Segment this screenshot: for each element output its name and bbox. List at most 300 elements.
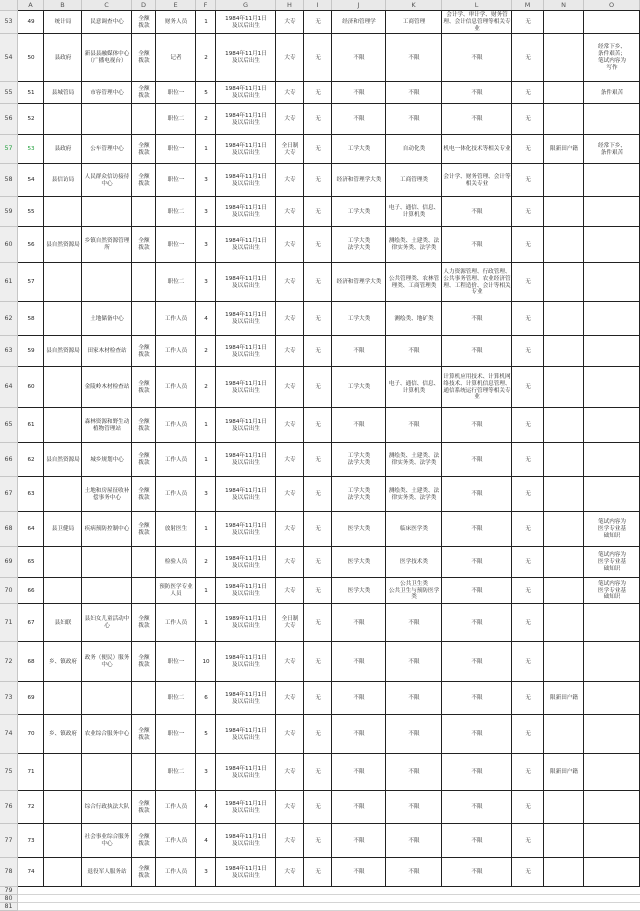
- table-cell-h[interactable]: 大专: [284, 422, 296, 428]
- table-cell-i[interactable]: 无: [315, 279, 321, 285]
- table-cell-m[interactable]: 无: [525, 116, 531, 122]
- table-cell-m[interactable]: 无: [525, 54, 531, 61]
- row-number[interactable]: 79: [0, 887, 18, 895]
- table-cell-o[interactable]: [584, 164, 640, 197]
- table-cell-b[interactable]: [44, 754, 82, 791]
- row-number[interactable]: 56: [0, 104, 18, 135]
- table-cell-c[interactable]: 县妇女儿童活动中心: [84, 616, 130, 629]
- column-header-B[interactable]: B: [44, 0, 82, 11]
- table-cell-e[interactable]: 工作人员: [164, 315, 188, 322]
- table-cell-n[interactable]: [544, 791, 584, 824]
- table-cell-e[interactable]: 预防医学专业人员: [159, 584, 193, 597]
- table-cell-b[interactable]: 县自然资源局: [46, 348, 80, 354]
- table-cell-d[interactable]: 全额 拨款: [138, 238, 150, 251]
- table-cell-a[interactable]: 53: [27, 146, 35, 152]
- table-cell-m[interactable]: 无: [525, 837, 531, 844]
- table-cell-d[interactable]: 全额 拨款: [138, 655, 150, 668]
- table-cell-j[interactable]: 不限: [353, 116, 365, 122]
- table-cell-f[interactable]: 3: [204, 869, 208, 875]
- table-cell-i[interactable]: 无: [315, 587, 321, 594]
- row-number[interactable]: 62: [0, 302, 18, 336]
- row-number[interactable]: 71: [0, 604, 18, 642]
- table-cell-l[interactable]: 不限: [471, 54, 483, 61]
- table-cell-h[interactable]: 大专: [284, 804, 296, 810]
- table-cell-h[interactable]: 大专: [284, 731, 296, 737]
- table-cell-j[interactable]: 不限: [353, 837, 365, 844]
- table-cell-m[interactable]: 无: [525, 422, 531, 428]
- column-header-corner[interactable]: [0, 0, 18, 11]
- table-cell-k[interactable]: 不限: [408, 769, 420, 775]
- table-cell-m[interactable]: 无: [525, 559, 531, 565]
- table-cell-e[interactable]: 职位一: [167, 89, 185, 96]
- table-cell-d[interactable]: [132, 197, 156, 227]
- table-cell-i[interactable]: 无: [315, 54, 321, 61]
- table-cell-l[interactable]: 不限: [471, 619, 483, 626]
- table-cell-k[interactable]: 不限: [408, 837, 420, 844]
- table-cell-c[interactable]: 土地和房屋征收补偿事务中心: [84, 487, 130, 501]
- table-cell-k[interactable]: 不限: [408, 116, 420, 122]
- table-cell-m[interactable]: 无: [525, 804, 531, 810]
- table-cell-b[interactable]: 县自然资源局: [46, 456, 80, 463]
- table-cell-g[interactable]: 1984年11月1日 及以后出生: [225, 86, 267, 99]
- table-cell-j[interactable]: 不限: [353, 348, 365, 354]
- column-header-N[interactable]: N: [544, 0, 584, 11]
- table-cell-m[interactable]: 无: [525, 89, 531, 96]
- table-cell-f[interactable]: 1: [204, 456, 208, 463]
- table-cell-e[interactable]: 职位一: [167, 146, 185, 152]
- table-cell-j[interactable]: 不限: [353, 422, 365, 428]
- table-cell-m[interactable]: 无: [525, 869, 531, 875]
- table-cell-d[interactable]: 全额 拨款: [138, 51, 150, 64]
- table-cell-f[interactable]: 10: [202, 658, 210, 665]
- table-cell-c[interactable]: [82, 197, 132, 227]
- table-cell-l[interactable]: 不限: [471, 695, 483, 701]
- table-cell-o[interactable]: [584, 477, 640, 512]
- table-cell-f[interactable]: 3: [204, 491, 208, 497]
- table-cell-d[interactable]: 全额 拨款: [138, 173, 150, 187]
- row-number[interactable]: 59: [0, 197, 18, 227]
- table-cell-l[interactable]: 不限: [471, 658, 483, 665]
- table-cell-o[interactable]: 笔试内容为 医学专业基 础知识: [598, 552, 626, 572]
- row-number[interactable]: 64: [0, 367, 18, 408]
- table-cell-k[interactable]: 不限: [408, 348, 420, 354]
- table-cell-a[interactable]: 52: [27, 116, 35, 122]
- table-cell-m[interactable]: 无: [525, 348, 531, 354]
- table-cell-j[interactable]: 工学大类: [347, 315, 371, 322]
- row-number[interactable]: 67: [0, 477, 18, 512]
- table-cell-g[interactable]: 1984年11月1日 及以后出生: [225, 727, 267, 741]
- table-cell-a[interactable]: 59: [27, 348, 35, 354]
- table-cell-n[interactable]: [544, 547, 584, 578]
- table-cell-b[interactable]: [44, 547, 82, 578]
- table-cell-f[interactable]: 4: [204, 804, 208, 810]
- column-header-O[interactable]: O: [584, 0, 640, 11]
- table-cell-c[interactable]: 金陵岭木材检查站: [84, 384, 130, 390]
- table-cell-h[interactable]: 大专: [284, 869, 296, 875]
- table-cell-g[interactable]: 1984年11月1日 及以后出生: [225, 112, 267, 126]
- row-number[interactable]: 54: [0, 34, 18, 82]
- table-cell-n[interactable]: [544, 197, 584, 227]
- table-cell-c[interactable]: [82, 263, 132, 302]
- table-cell-g[interactable]: 1984年11月1日 及以后出生: [225, 51, 267, 64]
- table-cell-o[interactable]: [584, 858, 640, 887]
- table-cell-h[interactable]: 大专: [284, 19, 296, 25]
- table-cell-i[interactable]: 无: [315, 695, 321, 701]
- table-cell-l[interactable]: 不限: [471, 241, 483, 248]
- row-number[interactable]: 74: [0, 715, 18, 754]
- table-cell-c[interactable]: 民意调查中心: [90, 19, 124, 25]
- table-cell-o[interactable]: [584, 104, 640, 135]
- table-cell-o[interactable]: 笔试内容为 医学专业基 础知识: [598, 519, 626, 539]
- table-cell-c[interactable]: 乡镇自然资源管理所: [84, 238, 130, 251]
- table-cell-j[interactable]: 不限: [353, 769, 365, 775]
- table-cell-h[interactable]: 大专: [284, 837, 296, 844]
- table-cell-f[interactable]: 1: [204, 146, 208, 152]
- table-cell-i[interactable]: 无: [315, 177, 321, 183]
- table-cell-k[interactable]: 不限: [408, 869, 420, 875]
- table-cell-e[interactable]: 记者: [170, 54, 182, 61]
- table-cell-n[interactable]: [544, 34, 584, 82]
- table-cell-c[interactable]: 新县县融媒体中心（广播电视台）: [84, 51, 130, 64]
- row-number[interactable]: 78: [0, 858, 18, 887]
- table-cell-l[interactable]: 不限: [471, 491, 483, 497]
- table-cell-g[interactable]: 1984年11月1日 及以后出生: [225, 142, 267, 156]
- table-cell-c[interactable]: 农业综合服务中心: [84, 731, 130, 737]
- column-header-I[interactable]: I: [304, 0, 332, 11]
- column-header-G[interactable]: G: [216, 0, 276, 11]
- row-number[interactable]: 60: [0, 227, 18, 263]
- row-number[interactable]: 72: [0, 642, 18, 682]
- column-header-J[interactable]: J: [332, 0, 386, 11]
- row-number[interactable]: 80: [0, 895, 18, 903]
- table-cell-k[interactable]: 测绘类、土建类、法律实务类、法学类: [388, 238, 440, 251]
- table-cell-o[interactable]: [584, 682, 640, 715]
- table-cell-j[interactable]: 工学大类: [347, 146, 371, 152]
- table-cell-b[interactable]: [44, 824, 82, 858]
- table-cell-b[interactable]: 县自然资源局: [46, 241, 80, 248]
- table-cell-o[interactable]: 经常下乡、 条件艰苦； 笔试内容为 写作: [598, 44, 626, 71]
- table-cell-o[interactable]: [584, 604, 640, 642]
- table-cell-m[interactable]: 无: [525, 241, 531, 248]
- table-cell-d[interactable]: 全额 拨款: [138, 487, 150, 501]
- table-cell-e[interactable]: 财务人员: [164, 19, 188, 25]
- table-cell-f[interactable]: 6: [204, 695, 208, 701]
- table-cell-l[interactable]: 不限: [471, 116, 483, 122]
- table-cell-a[interactable]: 57: [27, 279, 35, 285]
- table-cell-f[interactable]: 3: [204, 208, 208, 215]
- table-cell-i[interactable]: 无: [315, 19, 321, 25]
- column-header-C[interactable]: C: [82, 0, 132, 11]
- table-cell-l[interactable]: 人力资源管理、行政管理、公共事务管理、农业经济管理、工程造价、会计等相关专业: [443, 268, 511, 296]
- table-cell-m[interactable]: 无: [525, 315, 531, 322]
- row-number[interactable]: 69: [0, 547, 18, 578]
- table-cell-h[interactable]: 大专: [284, 241, 296, 248]
- table-cell-a[interactable]: 62: [27, 456, 35, 463]
- table-cell-b[interactable]: 统计局: [54, 19, 72, 25]
- table-cell-h[interactable]: 大专: [284, 559, 296, 565]
- table-cell-j[interactable]: 工学大类 法学大类: [347, 487, 371, 501]
- table-cell-d[interactable]: 全额 拨款: [138, 15, 150, 29]
- table-cell-a[interactable]: 49: [27, 19, 35, 25]
- table-cell-n[interactable]: [544, 715, 584, 754]
- table-cell-i[interactable]: 无: [315, 731, 321, 737]
- table-cell-k[interactable]: 测绘类、土建类、法律实务类、法学类: [388, 487, 440, 501]
- table-cell-g[interactable]: 1984年11月1日 及以后出生: [225, 555, 267, 569]
- table-cell-b[interactable]: 县政府: [54, 146, 72, 152]
- empty-row[interactable]: [18, 895, 640, 903]
- table-cell-o[interactable]: [584, 11, 640, 34]
- table-cell-d[interactable]: 全额 拨款: [138, 453, 150, 466]
- table-cell-i[interactable]: 无: [315, 348, 321, 354]
- table-cell-n[interactable]: [544, 164, 584, 197]
- table-cell-g[interactable]: 1984年11月1日 及以后出生: [225, 453, 267, 466]
- table-cell-j[interactable]: 不限: [353, 731, 365, 737]
- table-cell-m[interactable]: 无: [525, 456, 531, 463]
- table-cell-g[interactable]: 1984年11月1日 及以后出生: [225, 380, 267, 394]
- table-cell-l[interactable]: 不限: [471, 769, 483, 775]
- table-cell-d[interactable]: [132, 302, 156, 336]
- table-cell-j[interactable]: 医学大类: [347, 587, 371, 594]
- table-cell-m[interactable]: 无: [525, 658, 531, 665]
- table-cell-e[interactable]: 职位一: [167, 177, 185, 183]
- table-cell-l[interactable]: 不限: [471, 804, 483, 810]
- table-cell-d[interactable]: 全额 拨款: [138, 142, 150, 156]
- table-cell-l[interactable]: 不限: [471, 526, 483, 532]
- table-cell-e[interactable]: 职位一: [167, 658, 185, 665]
- table-cell-a[interactable]: 66: [27, 587, 35, 594]
- table-cell-o[interactable]: [584, 227, 640, 263]
- table-cell-n[interactable]: [544, 367, 584, 408]
- table-cell-f[interactable]: 2: [204, 559, 208, 565]
- table-cell-o[interactable]: [584, 642, 640, 682]
- table-cell-m[interactable]: 无: [525, 619, 531, 626]
- table-cell-l[interactable]: 不限: [471, 869, 483, 875]
- table-cell-o[interactable]: [584, 408, 640, 443]
- row-number[interactable]: 55: [0, 82, 18, 104]
- table-cell-o[interactable]: [584, 197, 640, 227]
- table-cell-j[interactable]: 经济和管理学大类: [336, 279, 382, 285]
- table-cell-g[interactable]: 1984年11月1日 及以后出生: [225, 834, 267, 847]
- table-cell-k[interactable]: 医学技术类: [400, 559, 428, 565]
- column-header-M[interactable]: M: [512, 0, 544, 11]
- table-cell-d[interactable]: [132, 682, 156, 715]
- table-cell-c[interactable]: 政务（便民）服务中心: [84, 655, 130, 668]
- table-cell-c[interactable]: 社会事业综合服务中心: [84, 834, 130, 847]
- table-cell-l[interactable]: 不限: [471, 422, 483, 428]
- table-cell-l[interactable]: 会计学、审计学、财务管理、会计信息管理等相关专业: [443, 12, 511, 32]
- table-cell-d[interactable]: [132, 754, 156, 791]
- table-cell-j[interactable]: 不限: [353, 658, 365, 665]
- table-cell-b[interactable]: [44, 408, 82, 443]
- table-cell-m[interactable]: 无: [525, 587, 531, 594]
- table-cell-d[interactable]: 全额 拨款: [138, 522, 150, 536]
- table-cell-e[interactable]: 工作人员: [164, 491, 188, 497]
- column-header-F[interactable]: F: [196, 0, 216, 11]
- table-cell-e[interactable]: 工作人员: [164, 422, 188, 428]
- row-number[interactable]: 58: [0, 164, 18, 197]
- table-cell-f[interactable]: 1: [204, 619, 208, 626]
- table-cell-g[interactable]: 1984年11月1日 及以后出生: [225, 865, 267, 879]
- table-cell-l[interactable]: 不限: [471, 731, 483, 737]
- table-cell-k[interactable]: 不限: [408, 54, 420, 61]
- table-cell-j[interactable]: 工学大类: [347, 384, 371, 390]
- table-cell-d[interactable]: 全额 拨款: [138, 727, 150, 741]
- table-cell-c[interactable]: 公车管理中心: [90, 146, 124, 152]
- table-cell-g[interactable]: 1984年11月1日 及以后出生: [225, 584, 267, 597]
- table-cell-n[interactable]: 限新田户籍: [550, 146, 578, 152]
- row-number[interactable]: 77: [0, 824, 18, 858]
- row-number[interactable]: 68: [0, 512, 18, 547]
- table-cell-e[interactable]: 职位二: [167, 695, 185, 701]
- table-cell-j[interactable]: 工学大类 法学大类: [347, 453, 371, 466]
- table-cell-i[interactable]: 无: [315, 526, 321, 532]
- table-cell-a[interactable]: 69: [27, 695, 35, 701]
- table-cell-c[interactable]: [82, 682, 132, 715]
- table-cell-i[interactable]: 无: [315, 456, 321, 463]
- table-cell-f[interactable]: 3: [204, 177, 208, 183]
- table-cell-l[interactable]: 不限: [471, 315, 483, 322]
- table-cell-a[interactable]: 74: [27, 869, 35, 875]
- table-cell-e[interactable]: 职位一: [167, 241, 185, 248]
- table-cell-o[interactable]: [584, 754, 640, 791]
- table-cell-o[interactable]: [584, 715, 640, 754]
- table-cell-d[interactable]: 全额 拨款: [138, 344, 150, 358]
- table-cell-n[interactable]: [544, 512, 584, 547]
- table-cell-a[interactable]: 50: [27, 54, 35, 61]
- table-cell-j[interactable]: 经济和管理学: [342, 19, 376, 25]
- table-cell-g[interactable]: 1984年11月1日 及以后出生: [225, 691, 267, 705]
- table-cell-f[interactable]: 2: [204, 348, 208, 354]
- table-cell-j[interactable]: 医学大类: [347, 559, 371, 565]
- table-cell-h[interactable]: 大专: [284, 208, 296, 215]
- table-cell-l[interactable]: 不限: [471, 348, 483, 354]
- table-cell-k[interactable]: 不限: [408, 658, 420, 665]
- row-number[interactable]: 53: [0, 11, 18, 34]
- table-cell-f[interactable]: 3: [204, 241, 208, 248]
- table-cell-m[interactable]: 无: [525, 731, 531, 737]
- table-cell-f[interactable]: 2: [204, 116, 208, 122]
- table-cell-b[interactable]: [44, 367, 82, 408]
- table-cell-c[interactable]: [82, 754, 132, 791]
- table-cell-n[interactable]: [544, 642, 584, 682]
- table-cell-k[interactable]: 不限: [408, 695, 420, 701]
- table-cell-l[interactable]: 不限: [471, 587, 483, 594]
- table-cell-c[interactable]: 综合行政执法大队: [84, 804, 130, 810]
- table-cell-f[interactable]: 5: [204, 731, 208, 737]
- table-cell-f[interactable]: 4: [204, 837, 208, 844]
- table-cell-g[interactable]: 1984年11月1日 及以后出生: [225, 522, 267, 536]
- table-cell-j[interactable]: 工学大类: [347, 208, 371, 215]
- column-header-K[interactable]: K: [386, 0, 442, 11]
- table-cell-g[interactable]: 1984年11月1日 及以后出生: [225, 487, 267, 501]
- table-cell-g[interactable]: 1989年11月1日 及以后出生: [225, 616, 267, 629]
- table-cell-g[interactable]: 1984年11月1日 及以后出生: [225, 312, 267, 325]
- table-cell-k[interactable]: 不限: [408, 731, 420, 737]
- table-cell-e[interactable]: 职位一: [167, 731, 185, 737]
- table-cell-g[interactable]: 1984年11月1日 及以后出生: [225, 418, 267, 432]
- table-cell-o[interactable]: 笔试内容为 医学专业基 础知识: [598, 580, 626, 601]
- table-cell-h[interactable]: 大专: [284, 315, 296, 322]
- table-cell-l[interactable]: 不限: [471, 837, 483, 844]
- table-cell-a[interactable]: 72: [27, 804, 35, 810]
- table-cell-f[interactable]: 1: [204, 526, 208, 532]
- table-cell-i[interactable]: 无: [315, 837, 321, 844]
- table-cell-b[interactable]: 县政府: [54, 54, 72, 61]
- table-cell-h[interactable]: 大专: [284, 526, 296, 532]
- table-cell-j[interactable]: 医学大类: [347, 526, 371, 532]
- table-cell-g[interactable]: 1984年11月1日 及以后出生: [225, 655, 267, 668]
- table-cell-n[interactable]: [544, 604, 584, 642]
- row-number[interactable]: 66: [0, 443, 18, 477]
- table-cell-f[interactable]: 3: [204, 279, 208, 285]
- row-number[interactable]: 73: [0, 682, 18, 715]
- table-cell-c[interactable]: 人民群众信访接待中心: [84, 173, 130, 187]
- table-cell-e[interactable]: 工作人员: [164, 348, 188, 354]
- table-cell-d[interactable]: 全额 拨款: [138, 616, 150, 629]
- table-cell-j[interactable]: 不限: [353, 804, 365, 810]
- table-cell-m[interactable]: 无: [525, 208, 531, 215]
- table-cell-b[interactable]: [44, 477, 82, 512]
- table-cell-c[interactable]: 城乡规划中心: [90, 456, 124, 463]
- table-cell-m[interactable]: 无: [525, 177, 531, 183]
- table-cell-a[interactable]: 73: [27, 837, 35, 844]
- table-cell-a[interactable]: 67: [27, 619, 35, 626]
- row-number[interactable]: 65: [0, 408, 18, 443]
- table-cell-h[interactable]: 大专: [284, 279, 296, 285]
- table-cell-h[interactable]: 大专: [284, 658, 296, 665]
- table-cell-m[interactable]: 无: [525, 526, 531, 532]
- table-cell-b[interactable]: [44, 858, 82, 887]
- table-cell-k[interactable]: 测绘类、土建类、法律实务类、法学类: [388, 453, 440, 466]
- table-cell-a[interactable]: 65: [27, 559, 35, 565]
- table-cell-g[interactable]: 1984年11月1日 及以后出生: [225, 275, 267, 289]
- row-number[interactable]: 57: [0, 135, 18, 164]
- table-cell-o[interactable]: 经常下乡、 条件艰苦: [598, 142, 626, 156]
- table-cell-h[interactable]: 大专: [284, 89, 296, 96]
- table-cell-o[interactable]: [584, 791, 640, 824]
- table-cell-n[interactable]: [544, 302, 584, 336]
- table-cell-j[interactable]: 不限: [353, 619, 365, 626]
- table-cell-d[interactable]: [132, 578, 156, 604]
- column-header-A[interactable]: A: [18, 0, 44, 11]
- table-cell-k[interactable]: 工商管理: [402, 19, 426, 25]
- table-cell-i[interactable]: 无: [315, 422, 321, 428]
- table-cell-m[interactable]: 无: [525, 146, 531, 152]
- table-cell-o[interactable]: [584, 443, 640, 477]
- table-cell-i[interactable]: 无: [315, 241, 321, 248]
- table-cell-f[interactable]: 2: [204, 54, 208, 61]
- table-cell-k[interactable]: 不限: [408, 804, 420, 810]
- table-cell-a[interactable]: 68: [27, 658, 35, 665]
- table-cell-h[interactable]: 大专: [284, 587, 296, 594]
- table-cell-b[interactable]: [44, 682, 82, 715]
- table-cell-c[interactable]: [82, 104, 132, 135]
- table-cell-n[interactable]: [544, 477, 584, 512]
- table-cell-n[interactable]: [544, 443, 584, 477]
- table-cell-o[interactable]: [584, 302, 640, 336]
- table-cell-h[interactable]: 大专: [284, 384, 296, 390]
- table-cell-n[interactable]: [544, 104, 584, 135]
- table-cell-a[interactable]: 51: [27, 89, 35, 96]
- table-cell-j[interactable]: 不限: [353, 869, 365, 875]
- table-cell-j[interactable]: 不限: [353, 54, 365, 61]
- table-cell-h[interactable]: 全日制 大专: [281, 142, 299, 156]
- table-cell-c[interactable]: [82, 578, 132, 604]
- table-cell-b[interactable]: [44, 104, 82, 135]
- table-cell-a[interactable]: 70: [27, 731, 35, 737]
- table-cell-k[interactable]: 公共管理类、农林管理类、工商管理类: [388, 275, 440, 289]
- table-cell-n[interactable]: [544, 82, 584, 104]
